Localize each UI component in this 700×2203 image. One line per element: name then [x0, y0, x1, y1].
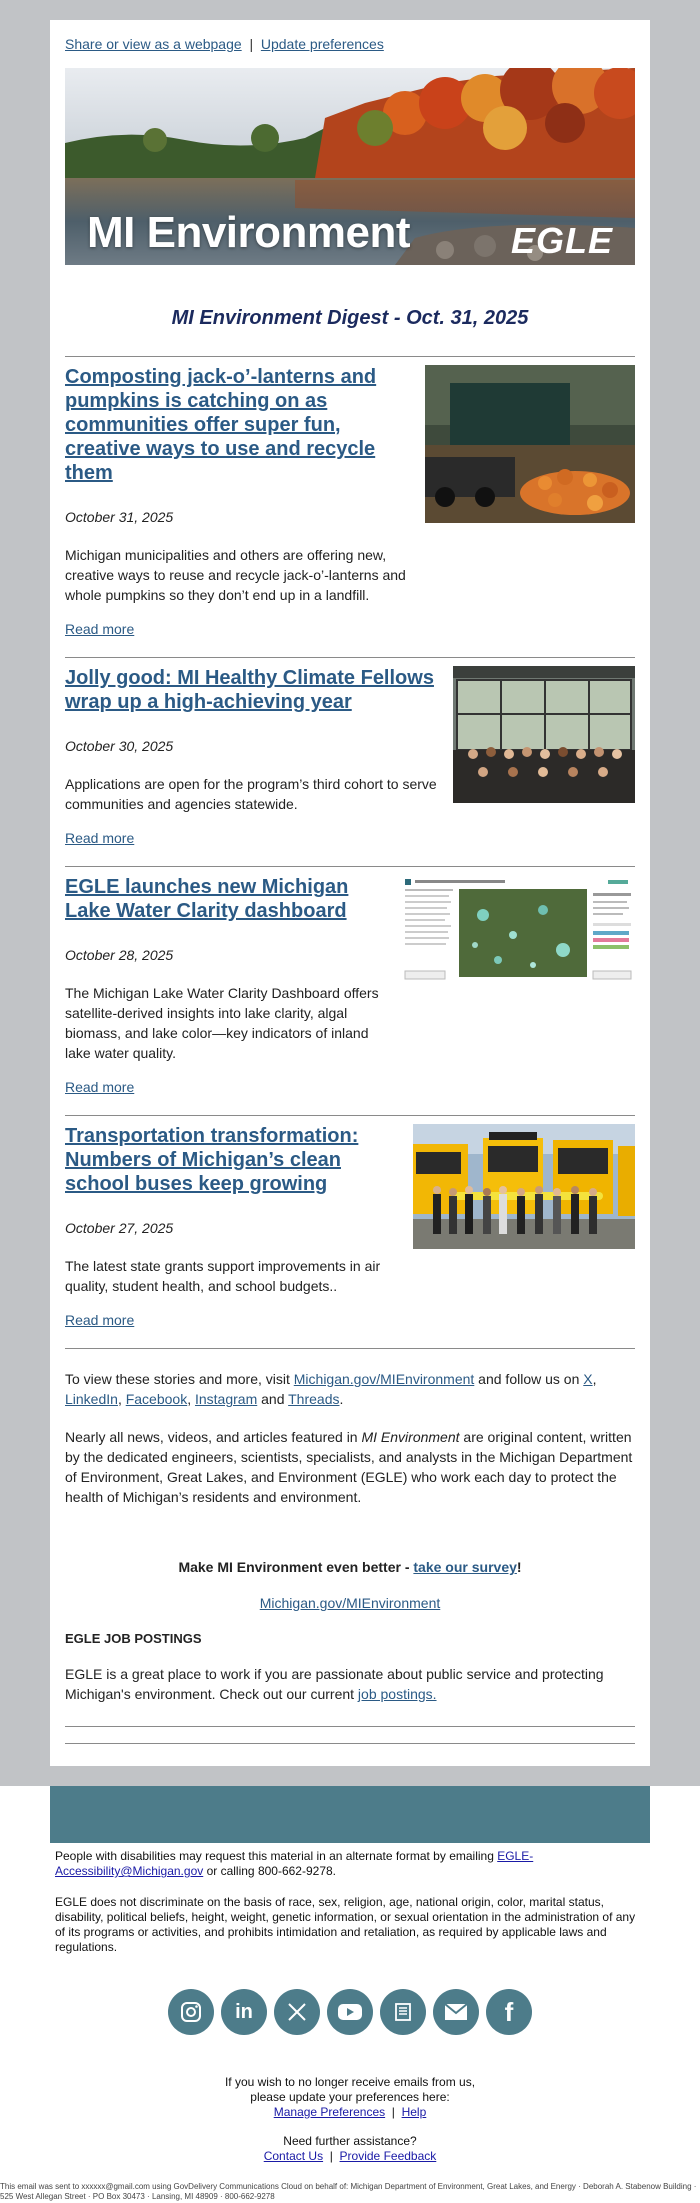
unsubscribe-line-1: If you wish to no longer receive emails from us, [224, 2075, 476, 2089]
youtube-icon[interactable] [327, 1989, 373, 2035]
divider [65, 1726, 635, 1727]
x-icon[interactable] [274, 1989, 320, 2035]
linkedin-icon[interactable]: in [221, 1989, 267, 2035]
period: . [339, 1391, 344, 1407]
footer-band [50, 1786, 650, 1843]
article-date: October 31, 2025 [65, 509, 174, 525]
digest-title: MI Environment Digest - Oct. 31, 2025 [171, 307, 529, 329]
original-rest: are original content, written by the dedicated engineers, scientists, specialists, and analysts in the Michigan Department of Environment, Great Lakes, and Environment (EGLE) who work each day to protect the health of Michigan’s residents and environment. [65, 1429, 633, 1505]
article-description: Applications are open for the program’s third cohort to serve communities and agencies statewide. [65, 776, 437, 812]
update-preferences-link[interactable]: Update preferences [260, 36, 384, 52]
accessibility-suffix: or calling 800-662-9278. [203, 1864, 337, 1878]
article-title-link[interactable]: EGLE launches new Michigan Lake Water Clarity dashboard [65, 876, 349, 922]
help-link[interactable]: Help [401, 2105, 427, 2119]
mienvironment-link[interactable]: Michigan.gov/MIEnvironment [293, 1371, 475, 1387]
article-image-school-buses[interactable] [413, 1124, 635, 1249]
article-image-pumpkins[interactable] [425, 365, 635, 523]
original-content-text [65, 1427, 635, 1507]
read-more-link[interactable]: Read more [65, 1312, 135, 1328]
article-title-link[interactable]: Jolly good: MI Healthy Climate Fellows wrap up a high-achieving year [65, 667, 434, 713]
preferences-links [0, 2105, 700, 2120]
job-postings-text [65, 1664, 635, 1704]
social-icons [0, 1989, 700, 2035]
email-icon[interactable] [433, 1989, 479, 2035]
x-link[interactable]: X [583, 1371, 593, 1387]
linkedin-link[interactable]: LinkedIn [65, 1391, 118, 1407]
original-prefix: Nearly all news, videos, and articles featured in [65, 1429, 362, 1445]
unsubscribe-block [0, 2075, 700, 2164]
egle-logo: EGLE [510, 220, 613, 261]
assistance-text: Need further assistance? [283, 2134, 417, 2148]
read-more-link[interactable]: Read more [65, 621, 135, 637]
site-link-line [65, 1595, 635, 1611]
article-description: The Michigan Lake Water Clarity Dashboard offers satellite-derived insights into lake clarity, algal biomass, and lake color—key indicators of inland lake water quality. [65, 985, 379, 1061]
survey-prefix: Make MI Environment even better - [178, 1559, 414, 1575]
threads-link[interactable]: Threads [288, 1391, 340, 1407]
newsletter-icon[interactable] [380, 1989, 426, 2035]
share-link[interactable]: Share or view as a webpage [65, 36, 242, 52]
facebook-icon[interactable]: f [486, 1989, 532, 2035]
provide-feedback-link[interactable]: Provide Feedback [339, 2149, 437, 2163]
preferences-separator: | [391, 2105, 395, 2119]
hero-banner [65, 68, 635, 265]
facebook-link[interactable]: Facebook [125, 1391, 188, 1407]
contact-us-link[interactable]: Contact Us [263, 2149, 324, 2163]
article-item [65, 867, 635, 1115]
survey-line [65, 1559, 635, 1575]
survey-end: ! [516, 1559, 522, 1575]
comma: , [117, 1391, 126, 1407]
article-title-link[interactable]: Composting jack-o’-lanterns and pumpkins is catching on as communities offer super fun, creative ways to use and recycle them [65, 366, 377, 484]
assistance-links [0, 2149, 700, 2164]
original-em: MI Environment [361, 1429, 460, 1445]
survey-link[interactable]: take our survey [413, 1559, 517, 1575]
top-links-separator: | [249, 36, 254, 52]
manage-preferences-link[interactable]: Manage Preferences [273, 2105, 386, 2119]
article-description: The latest state grants support improvements in air quality, student health, and school budgets.. [65, 1258, 381, 1294]
and-text: and [257, 1391, 289, 1407]
hero-title: MI Environment [87, 208, 411, 257]
comma: , [592, 1371, 597, 1387]
job-postings-link[interactable]: job postings. [357, 1686, 437, 1702]
nondiscrimination-text: EGLE does not discriminate on the basis of race, sex, religion, age, national origin, color, marital status, disability, political beliefs, height, weight, genetic information, or sexual orientation in the administration of any of its programs or activities, and prohibits intimidation and retaliation, as required by applicable laws and regulations. [55, 1895, 636, 1954]
read-more-link[interactable]: Read more [65, 830, 135, 846]
instagram-icon[interactable] [168, 1989, 214, 2035]
comma: , [187, 1391, 195, 1407]
mienvironment-footer-link[interactable]: Michigan.gov/MIEnvironment [259, 1595, 441, 1611]
follow-us-text [65, 1369, 635, 1409]
unsubscribe-line-2: please update your preferences here: [250, 2090, 450, 2104]
article-image-fellows-group[interactable] [453, 666, 635, 803]
article-date: October 28, 2025 [65, 947, 174, 963]
article-date: October 27, 2025 [65, 1220, 174, 1236]
accessibility-email-link[interactable]: EGLE-Accessibility@Michigan.gov [55, 1849, 534, 1878]
instagram-link[interactable]: Instagram [194, 1391, 258, 1407]
read-more-link[interactable]: Read more [65, 1079, 135, 1095]
article-title-link[interactable]: Transportation transformation: Numbers of Michigan’s clean school buses keep growing [65, 1125, 359, 1195]
assistance-separator: | [329, 2149, 333, 2163]
legal-footer: This email was sent to xxxxxx@gmail.com using GovDelivery Communications Cloud on behalf of: Michigan Department of Environment, Great Lakes, and Energy · Deborah A. Stabenow Building · 525 West Allegan Street · PO Box 30473 · Lansing, MI 48909 · 800-662-9278 [0, 2182, 697, 2201]
article-description: Michigan municipalities and others are offering new, creative ways to reuse and recycle jack-o’-lanterns and whole pumpkins so they don’t end up in a landfill. [65, 547, 406, 603]
article-item [65, 1116, 635, 1348]
article-item [65, 357, 635, 657]
email-card [50, 20, 650, 1766]
article-image-dashboard[interactable] [403, 875, 635, 987]
accessibility-prefix: People with disabilities may request this material in an alternate format by emailing [55, 1849, 498, 1863]
follow-mid: and follow us on [474, 1371, 584, 1387]
job-postings-heading: EGLE JOB POSTINGS [65, 1631, 202, 1646]
article-date: October 30, 2025 [65, 738, 174, 754]
accessibility-text [0, 1849, 700, 1879]
top-links [65, 36, 635, 52]
job-text: EGLE is a great place to work if you are passionate about public service and protecting Michigan's environment. Check out our current [65, 1666, 604, 1702]
divider [65, 1743, 635, 1744]
article-item [65, 658, 635, 866]
follow-prefix: To view these stories and more, visit [65, 1371, 294, 1387]
divider [65, 1348, 635, 1349]
